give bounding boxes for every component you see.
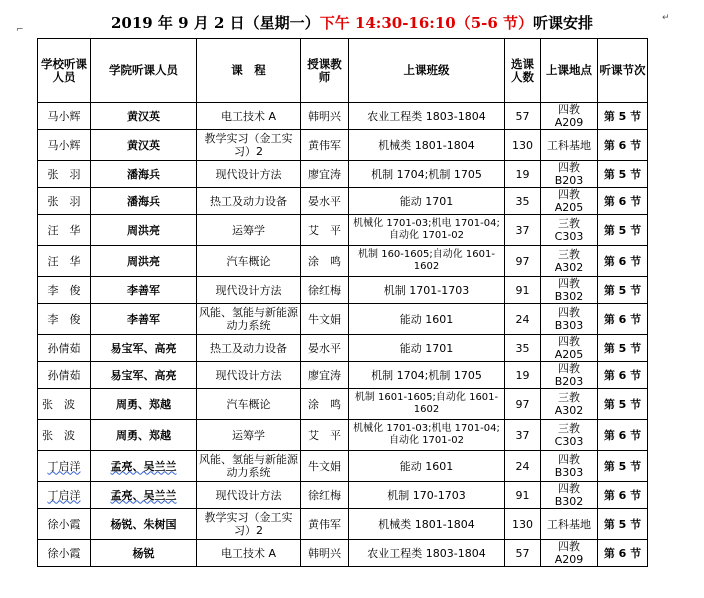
cell-class: 机制 1601-1605;自动化 1601-1602 (349, 389, 505, 420)
cell-period: 第 5 节 (598, 215, 648, 246)
cell-course: 现代设计方法 (197, 482, 301, 509)
cell-class: 机械类 1801-1804 (349, 130, 505, 161)
cell-college: 黄汉英 (91, 103, 197, 130)
header-college-listener: 学院听课人员 (91, 39, 197, 103)
cell-college-text: 孟亮、吴兰兰 (110, 488, 177, 502)
cell-period: 第 6 节 (598, 130, 648, 161)
cell-teacher: 廖宜涛 (301, 362, 349, 389)
header-course: 课 程 (197, 39, 301, 103)
cell-count: 57 (505, 103, 541, 130)
cell-period: 第 5 节 (598, 389, 648, 420)
cell-college: 周洪亮 (91, 215, 197, 246)
table-row (38, 451, 648, 482)
cell-college: 黄汉英 (91, 130, 197, 161)
cell-count: 37 (505, 215, 541, 246)
header-count: 选课人数 (505, 39, 541, 103)
cell-count: 57 (505, 540, 541, 567)
cell-teacher: 涂 鸣 (301, 389, 349, 420)
cell-school (38, 482, 91, 509)
cell-period: 第 5 节 (598, 277, 648, 304)
title-time: 下午 14:30-16:10（5-6 节） (319, 14, 534, 32)
cell-course: 电工技术 A (197, 540, 301, 567)
cell-class: 能动 1601 (349, 451, 505, 482)
cell-teacher: 黄伟军 (301, 509, 349, 540)
table-row (38, 304, 648, 335)
cell-count: 35 (505, 335, 541, 362)
cell-teacher: 徐红梅 (301, 482, 349, 509)
cell-college (91, 451, 197, 482)
cell-room: 四教 A205 (541, 188, 598, 215)
cell-class: 机制 1704;机制 1705 (349, 161, 505, 188)
cell-count: 19 (505, 362, 541, 389)
header-location: 上课地点 (541, 39, 598, 103)
cell-course: 现代设计方法 (197, 161, 301, 188)
cell-count: 35 (505, 188, 541, 215)
cell-room: 四教 B203 (541, 362, 598, 389)
cell-course: 热工及动力设备 (197, 335, 301, 362)
table-row (38, 130, 648, 161)
cell-period: 第 5 节 (598, 335, 648, 362)
cell-course: 运筹学 (197, 215, 301, 246)
cell-school-text: 丁启洋 (47, 488, 81, 502)
cell-count: 24 (505, 451, 541, 482)
cell-count: 24 (505, 304, 541, 335)
cell-college (91, 482, 197, 509)
cell-school: 李 俊 (38, 304, 91, 335)
title-suffix: 听课安排 (533, 14, 594, 32)
cell-count: 97 (505, 246, 541, 277)
corner-mark-icon: ⌐ (16, 25, 24, 35)
cell-teacher: 艾 平 (301, 420, 349, 451)
cell-school-text: 丁启洋 (47, 459, 81, 473)
cell-period: 第 6 节 (598, 188, 648, 215)
page-title (0, 13, 704, 33)
header-period: 听课节次 (598, 39, 648, 103)
header-teacher: 授课教师 (301, 39, 349, 103)
cell-period: 第 5 节 (598, 451, 648, 482)
cell-school: 孙倩茹 (38, 362, 91, 389)
cell-college: 杨锐、朱树国 (91, 509, 197, 540)
cell-teacher: 徐红梅 (301, 277, 349, 304)
table-row (38, 277, 648, 304)
cell-period: 第 6 节 (598, 482, 648, 509)
cell-count: 130 (505, 509, 541, 540)
cell-school: 张 羽 (38, 188, 91, 215)
cell-school: 马小辉 (38, 130, 91, 161)
cell-school: 徐小霞 (38, 509, 91, 540)
cell-course: 风能、氢能与新能源动力系统 (197, 304, 301, 335)
cell-count: 37 (505, 420, 541, 451)
header-class: 上课班级 (349, 39, 505, 103)
cell-school: 马小辉 (38, 103, 91, 130)
cell-college: 潘海兵 (91, 188, 197, 215)
cell-count: 91 (505, 482, 541, 509)
cell-school: 张 羽 (38, 161, 91, 188)
cell-count: 130 (505, 130, 541, 161)
cell-course: 现代设计方法 (197, 277, 301, 304)
cell-teacher: 涂 鸣 (301, 246, 349, 277)
cell-room: 四教 A209 (541, 540, 598, 567)
cell-class: 机械类 1801-1804 (349, 509, 505, 540)
cell-room: 工科基地 (541, 130, 598, 161)
cell-room: 四教 B303 (541, 451, 598, 482)
cell-school: 张 波 (38, 420, 91, 451)
cell-course: 现代设计方法 (197, 362, 301, 389)
cell-course: 汽车概论 (197, 246, 301, 277)
cell-period: 第 6 节 (598, 362, 648, 389)
cell-teacher: 晏水平 (301, 335, 349, 362)
cell-teacher: 牛文娟 (301, 451, 349, 482)
cell-school: 李 俊 (38, 277, 91, 304)
cell-class: 机制 1701-1703 (349, 277, 505, 304)
cell-school: 汪 华 (38, 246, 91, 277)
cell-period: 第 6 节 (598, 420, 648, 451)
cell-class: 能动 1701 (349, 335, 505, 362)
cell-college: 杨锐 (91, 540, 197, 567)
cell-count: 91 (505, 277, 541, 304)
table-row (38, 246, 648, 277)
cell-course: 教学实习（金工实习）2 (197, 509, 301, 540)
cell-course: 教学实习（金工实习）2 (197, 130, 301, 161)
table-row (38, 188, 648, 215)
cell-teacher: 艾 平 (301, 215, 349, 246)
cell-room: 三教 C303 (541, 420, 598, 451)
cell-count: 97 (505, 389, 541, 420)
cell-class: 机械化 1701-03;机电 1701-04;自动化 1701-02 (349, 215, 505, 246)
table-row (38, 420, 648, 451)
cell-room: 四教 A205 (541, 335, 598, 362)
table-row (38, 482, 648, 509)
paragraph-mark-icon: ↵ (662, 13, 670, 23)
cell-room: 三教 A302 (541, 389, 598, 420)
cell-period: 第 5 节 (598, 161, 648, 188)
cell-class: 机械化 1701-03;机电 1701-04;自动化 1701-02 (349, 420, 505, 451)
cell-school: 孙倩茹 (38, 335, 91, 362)
cell-teacher: 韩明兴 (301, 540, 349, 567)
cell-college: 李善军 (91, 304, 197, 335)
cell-school: 汪 华 (38, 215, 91, 246)
cell-period: 第 6 节 (598, 246, 648, 277)
cell-college: 潘海兵 (91, 161, 197, 188)
cell-college: 易宝军、高亮 (91, 362, 197, 389)
schedule-table (37, 38, 648, 567)
cell-room: 四教 B303 (541, 304, 598, 335)
cell-school: 徐小霞 (38, 540, 91, 567)
cell-count: 19 (505, 161, 541, 188)
cell-room: 工科基地 (541, 509, 598, 540)
cell-college: 李善军 (91, 277, 197, 304)
table-header-row (38, 39, 648, 103)
cell-college: 易宝军、高亮 (91, 335, 197, 362)
cell-room: 四教 B302 (541, 482, 598, 509)
cell-room: 四教 B302 (541, 277, 598, 304)
cell-teacher: 晏水平 (301, 188, 349, 215)
table-row (38, 215, 648, 246)
cell-period: 第 6 节 (598, 304, 648, 335)
cell-college-text: 孟亮、吴兰兰 (110, 459, 177, 473)
cell-class: 机制 170-1703 (349, 482, 505, 509)
cell-school: 张 波 (38, 389, 91, 420)
cell-class: 农业工程类 1803-1804 (349, 540, 505, 567)
cell-teacher: 黄伟军 (301, 130, 349, 161)
cell-college: 周勇、郑越 (91, 420, 197, 451)
cell-course: 热工及动力设备 (197, 188, 301, 215)
cell-college: 周勇、郑越 (91, 389, 197, 420)
cell-teacher: 牛文娟 (301, 304, 349, 335)
table-row (38, 335, 648, 362)
cell-course: 风能、氢能与新能源动力系统 (197, 451, 301, 482)
cell-period: 第 5 节 (598, 103, 648, 130)
cell-period: 第 5 节 (598, 509, 648, 540)
cell-course: 运筹学 (197, 420, 301, 451)
cell-room: 四教 B203 (541, 161, 598, 188)
cell-room: 四教 A209 (541, 103, 598, 130)
cell-class: 农业工程类 1803-1804 (349, 103, 505, 130)
cell-class: 机制 160-1605;自动化 1601-1602 (349, 246, 505, 277)
cell-class: 机制 1704;机制 1705 (349, 362, 505, 389)
table-row (38, 389, 648, 420)
cell-course: 电工技术 A (197, 103, 301, 130)
cell-class: 能动 1601 (349, 304, 505, 335)
cell-college: 周洪亮 (91, 246, 197, 277)
cell-course: 汽车概论 (197, 389, 301, 420)
cell-class: 能动 1701 (349, 188, 505, 215)
table-row (38, 362, 648, 389)
cell-period: 第 6 节 (598, 540, 648, 567)
cell-room: 三教 C303 (541, 215, 598, 246)
title-date: 2019 年 9 月 2 日（星期一） (110, 14, 320, 32)
table-row (38, 509, 648, 540)
table-row (38, 540, 648, 567)
cell-teacher: 廖宜涛 (301, 161, 349, 188)
cell-room: 三教 A302 (541, 246, 598, 277)
table-row (38, 103, 648, 130)
cell-teacher: 韩明兴 (301, 103, 349, 130)
cell-school (38, 451, 91, 482)
header-school-listener: 学校听课人员 (38, 39, 91, 103)
table-row (38, 161, 648, 188)
